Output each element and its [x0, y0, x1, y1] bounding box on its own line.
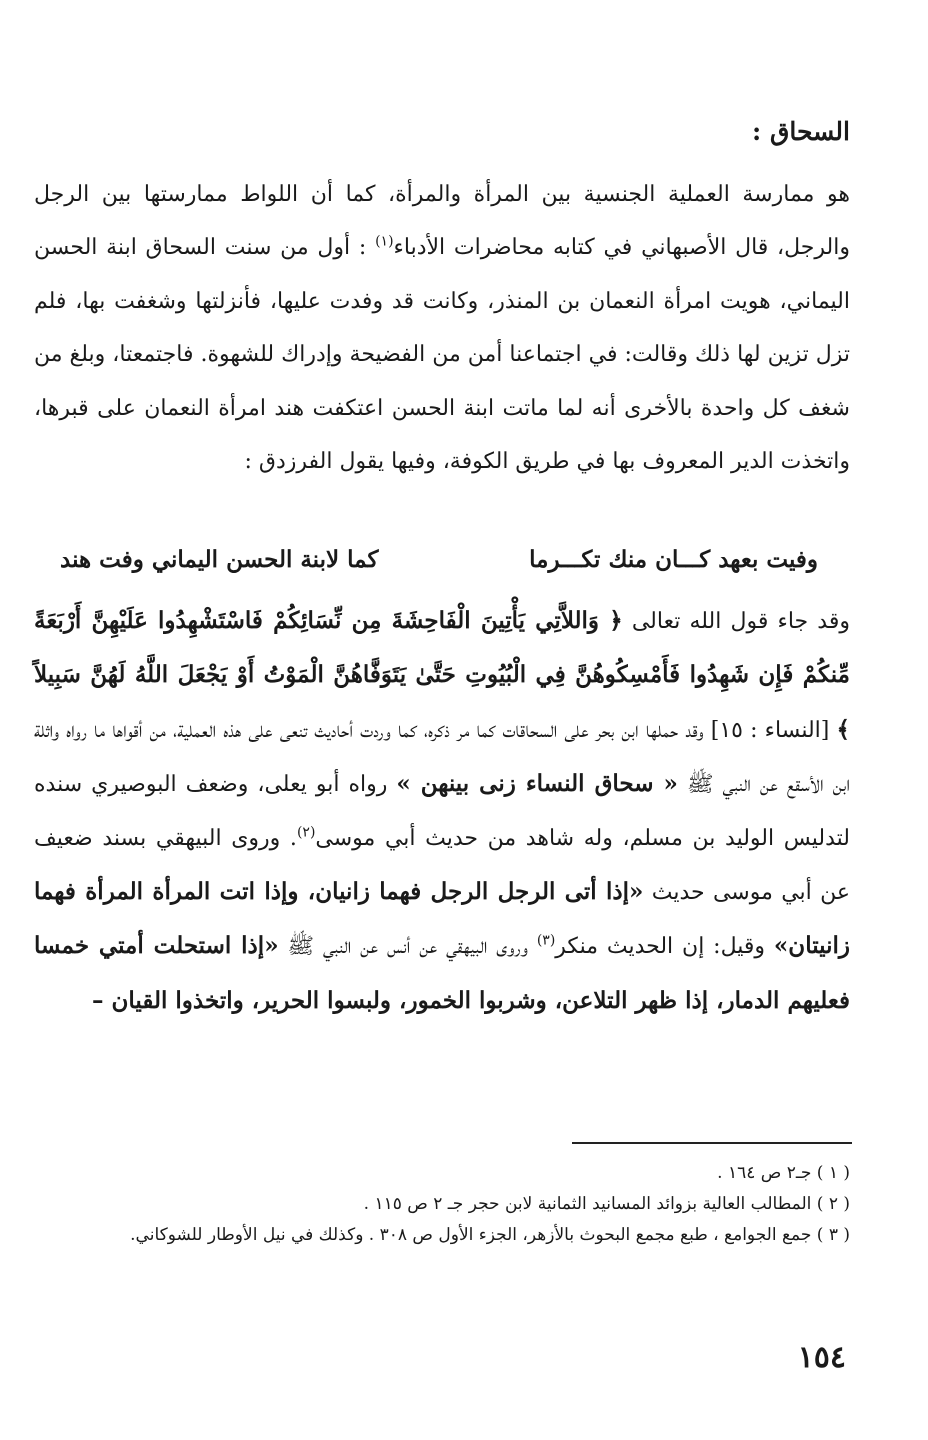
footnote-2: ( ٢ ) المطالب العالية بزوائد المسانيد الثمانية لابن حجر جـ ٢ ص ١١٥ . — [363, 1194, 850, 1214]
footnote-ref-2[interactable]: (٢) — [296, 824, 316, 841]
footnote-3: ( ٣ ) جمع الجوامع ، طبع مجمع البحوث بالأزهر، الجزء الأول ص ٣٠٨ . وكذلك في نيل الأوطار للشوكاني. — [130, 1225, 850, 1245]
hadith-quote-2: «إذا أتى الرجل الرجل فهما زانيان، وإذا اتت المرأة المرأة فهما زانيتان» — [34, 878, 850, 960]
quran-reference: [النساء : ١٥] — [710, 717, 830, 743]
footnote-divider — [572, 1142, 852, 1144]
section-heading: السحاق : — [752, 117, 850, 146]
footnotes — [40, 1158, 850, 1251]
paragraph-evidence — [34, 594, 850, 1028]
paragraph-text: : أول من سنت السحاق ابنة الحسن اليماني، هويت امرأة النعمان بن المنذر، وكانت قد وفدت عليها، فأنزلتها وشغفت بها، فلم تزل تزين لها ذلك وقالت: في اجتماعنا أمن من الفضيحة وإدراك للشهوة. فاجتمعتا، وبلغ من شغف كل واحدة بالأخرى أنه لما ماتت ابنة الحسن اعتكفت هند امرأة النعمان على قبرها، واتخذت الدير المعروف بها في طريق الكوفة، وفيها يقول الفرزدق : — [34, 235, 850, 475]
paragraph-text: . وروى البيهقي بسند ضعيف عن أبي موسى حديث — [34, 825, 850, 906]
page-number: ١٥٤ — [797, 1340, 846, 1375]
paragraph-definition — [34, 168, 850, 488]
poem-hemistich-first: وفيت بعهد كـــان منك تكـــرما — [529, 546, 818, 573]
quran-verse: ﴿ وَاللاَّتِي يَأْتِينَ الْفَاحِشَةَ مِن نِّسَائِكُمْ فَاسْتَشْهِدُوا عَلَيْهِنَّ أَرْبَعَةً مِّنكُمْ فَإِن شَهِدُوا فَأَمْسِكُوهُنَّ فِي الْبُيُوتِ حَتَّىٰ يَتَوَفَّاهُنَّ الْمَوْتُ أَوْ يَجْعَلَ اللَّهُ لَهُنَّ سَبِيلاً ﴾ — [34, 607, 851, 743]
paragraph-text: وقد حملها ابن بحر على السحاقات كما مر ذكره، كما وردت أحاديث تنعى على هذه العملية، من أقواها ما رواه واثلة ابن الأسقع عن النبي ﷺ — [34, 717, 850, 798]
poem-hemistich-second: كما لابنة الحسن اليماني وفت هند — [60, 546, 379, 573]
footnote-1: ( ١ ) جـ٢ ص ١٦٤ . — [717, 1163, 850, 1183]
hadith-quote-3: «إذا استحلت أمتي خمسا فعليهم الدمار، إذا ظهر التلاعن، وشربوا الخمور، ولبسوا الحرير، واتخذوا القيان – — [34, 932, 850, 1014]
poem-verse — [60, 538, 818, 582]
paragraph-text: رواه أبو يعلى، وضعف البوصيري سنده لتدليس الوليد بن مسلم، وله شاهد من حديث أبي موسى — [34, 772, 850, 851]
hadith-quote-1: « سحاق النساء زنى بينهن » — [396, 770, 678, 798]
paragraph-text: وقيل: إن الحديث منكر — [555, 934, 766, 960]
paragraph-text: وقد جاء قول الله تعالى — [631, 609, 850, 634]
paragraph-text: وروى البيهقي عن أنس عن النبي ﷺ — [287, 934, 528, 960]
footnote-ref-1[interactable]: (١) — [375, 234, 394, 251]
footnote-ref-3[interactable]: (٣) — [536, 933, 556, 950]
paragraph-text: هو ممارسة العملية الجنسية بين المرأة والمرأة، كما أن اللواط ممارستها بين الرجل والرجل، قال الأصبهاني في كتابه محاضرات الأدباء — [34, 182, 850, 261]
